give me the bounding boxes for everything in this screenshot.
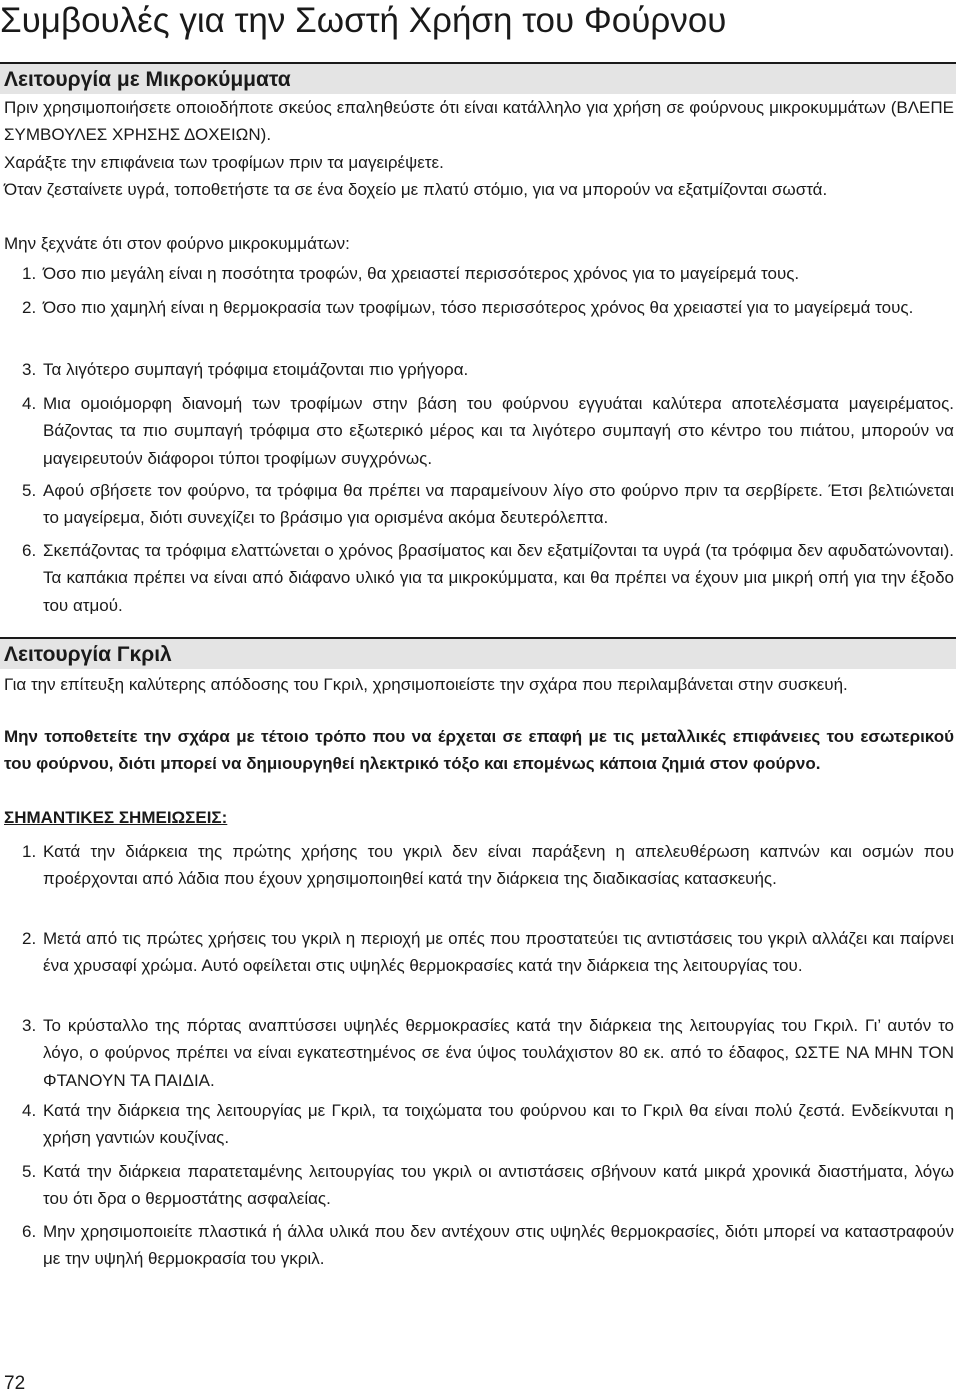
list-item-number: 4. xyxy=(22,1101,37,1120)
list-item-text: Κατά την διάρκεια της λειτουργίας με Γκριλ, τα τοιχώματα του φούρνου και το Γκριλ θα είναι πολύ ζεστά. Ενδείκνυται η χρήση γαντιών κουζίνας. xyxy=(43,1101,954,1148)
list-item-text: Το κρύσταλλο της πόρτας αναπτύσσει υψηλές θερμοκρασίες κατά την διάρκεια της λειτουργίας του Γκριλ. Γι’ αυτόν το λόγο, ο φούρνος πρέπει να είναι εγκατεστημένος σε ένα ύψος τουλάχιστον 80 εκ. από το έδαφος, ΩΣΤΕ ΝΑ ΜΗΝ ΤΟΝ ΦΤΑΝΟΥΝ ΤΑ ΠΑΙΔΙΑ. xyxy=(43,1016,954,1090)
list-item-number: 2. xyxy=(22,298,37,317)
list-item-number: 5. xyxy=(22,481,37,500)
list-item-text: Κατά την διάρκεια παρατεταμένης λειτουργίας του γκριλ οι αντιστάσεις σβήνουν κατά μικρά χρονικά διαστήματα, λόγω του ότι δρα ο θερμοστάτης ασφαλείας. xyxy=(43,1162,954,1209)
list-item-number: 3. xyxy=(22,360,37,379)
grill-notes-label: ΣΗΜΑΝΤΙΚΕΣ ΣΗΜΕΙΩΣΕΙΣ: xyxy=(4,808,228,827)
grill-paragraph-1: Για την επίτευξη καλύτερης απόδοσης του Γκριλ, χρησιμοποιείστε την σχάρα που περιλαμβάνεται στην συσκευή. xyxy=(4,675,848,694)
microwave-paragraph-4: Μην ξεχνάτε ότι στον φούρνο μικροκυμμάτων: xyxy=(4,234,350,253)
list-item-number: 6. xyxy=(22,1222,37,1241)
microwave-paragraph-1: Πριν χρησιμοποιήσετε οποιοδήποτε σκεύος επαληθεύστε ότι είναι κατάλληλο για χρήση σε φούρνους μικροκυμμάτων (ΒΛΕΠΕ ΣΥΜΒΟΥΛΕΣ ΧΡΗΣΗΣ ΔΟΧΕΙΩΝ). xyxy=(4,98,954,145)
list-item-text: Αφού σβήσετε τον φούρνο, τα τρόφιμα θα πρέπει να παραμείνουν λίγο στο φούρνο πριν τα σερβίρετε. Έτσι βελτιώνεται το μαγείρεμα, διότι συνεχίζει το βράσιμο για ορισμένα ακόμα δευτερόλεπτα. xyxy=(43,481,954,528)
page-title: Συμβουλές για την Σωστή Χρήση του Φούρνου xyxy=(0,1,727,40)
page-number: 72 xyxy=(4,1373,26,1394)
list-item-number: 1. xyxy=(22,264,37,283)
list-item-text: Μια ομοιόμορφη διανομή των τροφίμων στην βάση του φούρνου εγγυάται καλύτερα αποτελέσματα μαγειρέματος. Βάζοντας τα πιο συμπαγή τρόφιμα στο εξωτερικό μέρος και τα λιγότερο συμπαγή στο κέντρο του πιάτου, μπορούν να μαγειρευτούν διάφοροι τύποι τροφίμων συγχρόνως. xyxy=(43,394,954,468)
list-item-text: Τα λιγότερο συμπαγή τρόφιμα ετοιμάζονται πιο γρήγορα. xyxy=(43,360,469,379)
microwave-paragraph-3: Όταν ζεσταίνετε υγρά, τοποθετήστε τα σε ένα δοχείο με πλατύ στόμιο, για να μπορούν να εξατμίζονται σωστά. xyxy=(4,180,828,199)
list-item-number: 1. xyxy=(22,842,37,861)
list-item-number: 5. xyxy=(22,1162,37,1181)
list-item-text: Κατά την διάρκεια της πρώτης χρήσης του γκριλ δεν είναι παράξενη η απελευθέρωση καπνών και οσμών που προέρχονται από λάδια που έχουν χρησιμοποιηθεί κατά την διάρκεια της διαδικασίας κατασκευής. xyxy=(43,842,954,889)
list-item-number: 3. xyxy=(22,1016,37,1035)
list-item-number: 6. xyxy=(22,541,37,560)
grill-warning: Μην τοποθετείτε την σχάρα με τέτοιο τρόπο που να έρχεται σε επαφή με τις μεταλλικές επιφάνειες του εσωτερικού του φούρνου, διότι μπορεί να δημιουργηθεί ηλεκτρικό τόξο και επομένως κάποια ζημιά στον φούρνο. xyxy=(4,727,954,774)
list-item-text: Σκεπάζοντας τα τρόφιμα ελαττώνεται ο χρόνος βρασίματος και δεν εξατμίζονται τα υγρά (τα τρόφιμα δεν αφυδατώνονται). Τα καπάκια πρέπει να είναι από διάφανο υλικό για τα μικροκύμματα, και θα πρέπει να έχουν μια μικρή οπή για την έξοδο του ατμού. xyxy=(43,541,954,615)
microwave-section-heading xyxy=(0,62,956,94)
list-item-text: Όσο πιο χαμηλή είναι η θερμοκρασία των τροφίμων, τόσο περισσότερος χρόνος θα χρειαστεί για το μαγείρεμά τους. xyxy=(43,298,914,317)
list-item-number: 4. xyxy=(22,394,37,413)
list-item-text: Όσο πιο μεγάλη είναι η ποσότητα τροφών, θα χρειαστεί περισσότερος χρόνος για το μαγείρεμά τους. xyxy=(43,264,800,283)
list-item-text: Μετά από τις πρώτες χρήσεις του γκριλ η περιοχή με οπές που προστατεύει τις αντιστάσεις του γκριλ αλλάζει και παίρνει ένα χρυσαφί χρώμα. Αυτό οφείλεται στις υψηλές θερμοκρασίες κατά την διάρκεια της λειτουργίας του. xyxy=(43,929,954,976)
list-item-number: 2. xyxy=(22,929,37,948)
grill-heading-label: Λειτουργία Γκριλ xyxy=(4,643,172,666)
microwave-paragraph-2: Χαράξτε την επιφάνεια των τροφίμων πριν τα μαγειρέψετε. xyxy=(4,153,444,172)
microwave-heading-label: Λειτουργία με Μικροκύμματα xyxy=(4,68,291,91)
list-item-text: Μην χρησιμοποιείτε πλαστικά ή άλλα υλικά που δεν αντέχουν στις υψηλές θερμοκρασίες, διότι μπορεί να καταστραφούν με την υψηλή θερμοκρασία του γκριλ. xyxy=(43,1222,954,1269)
grill-section-heading xyxy=(0,637,956,669)
